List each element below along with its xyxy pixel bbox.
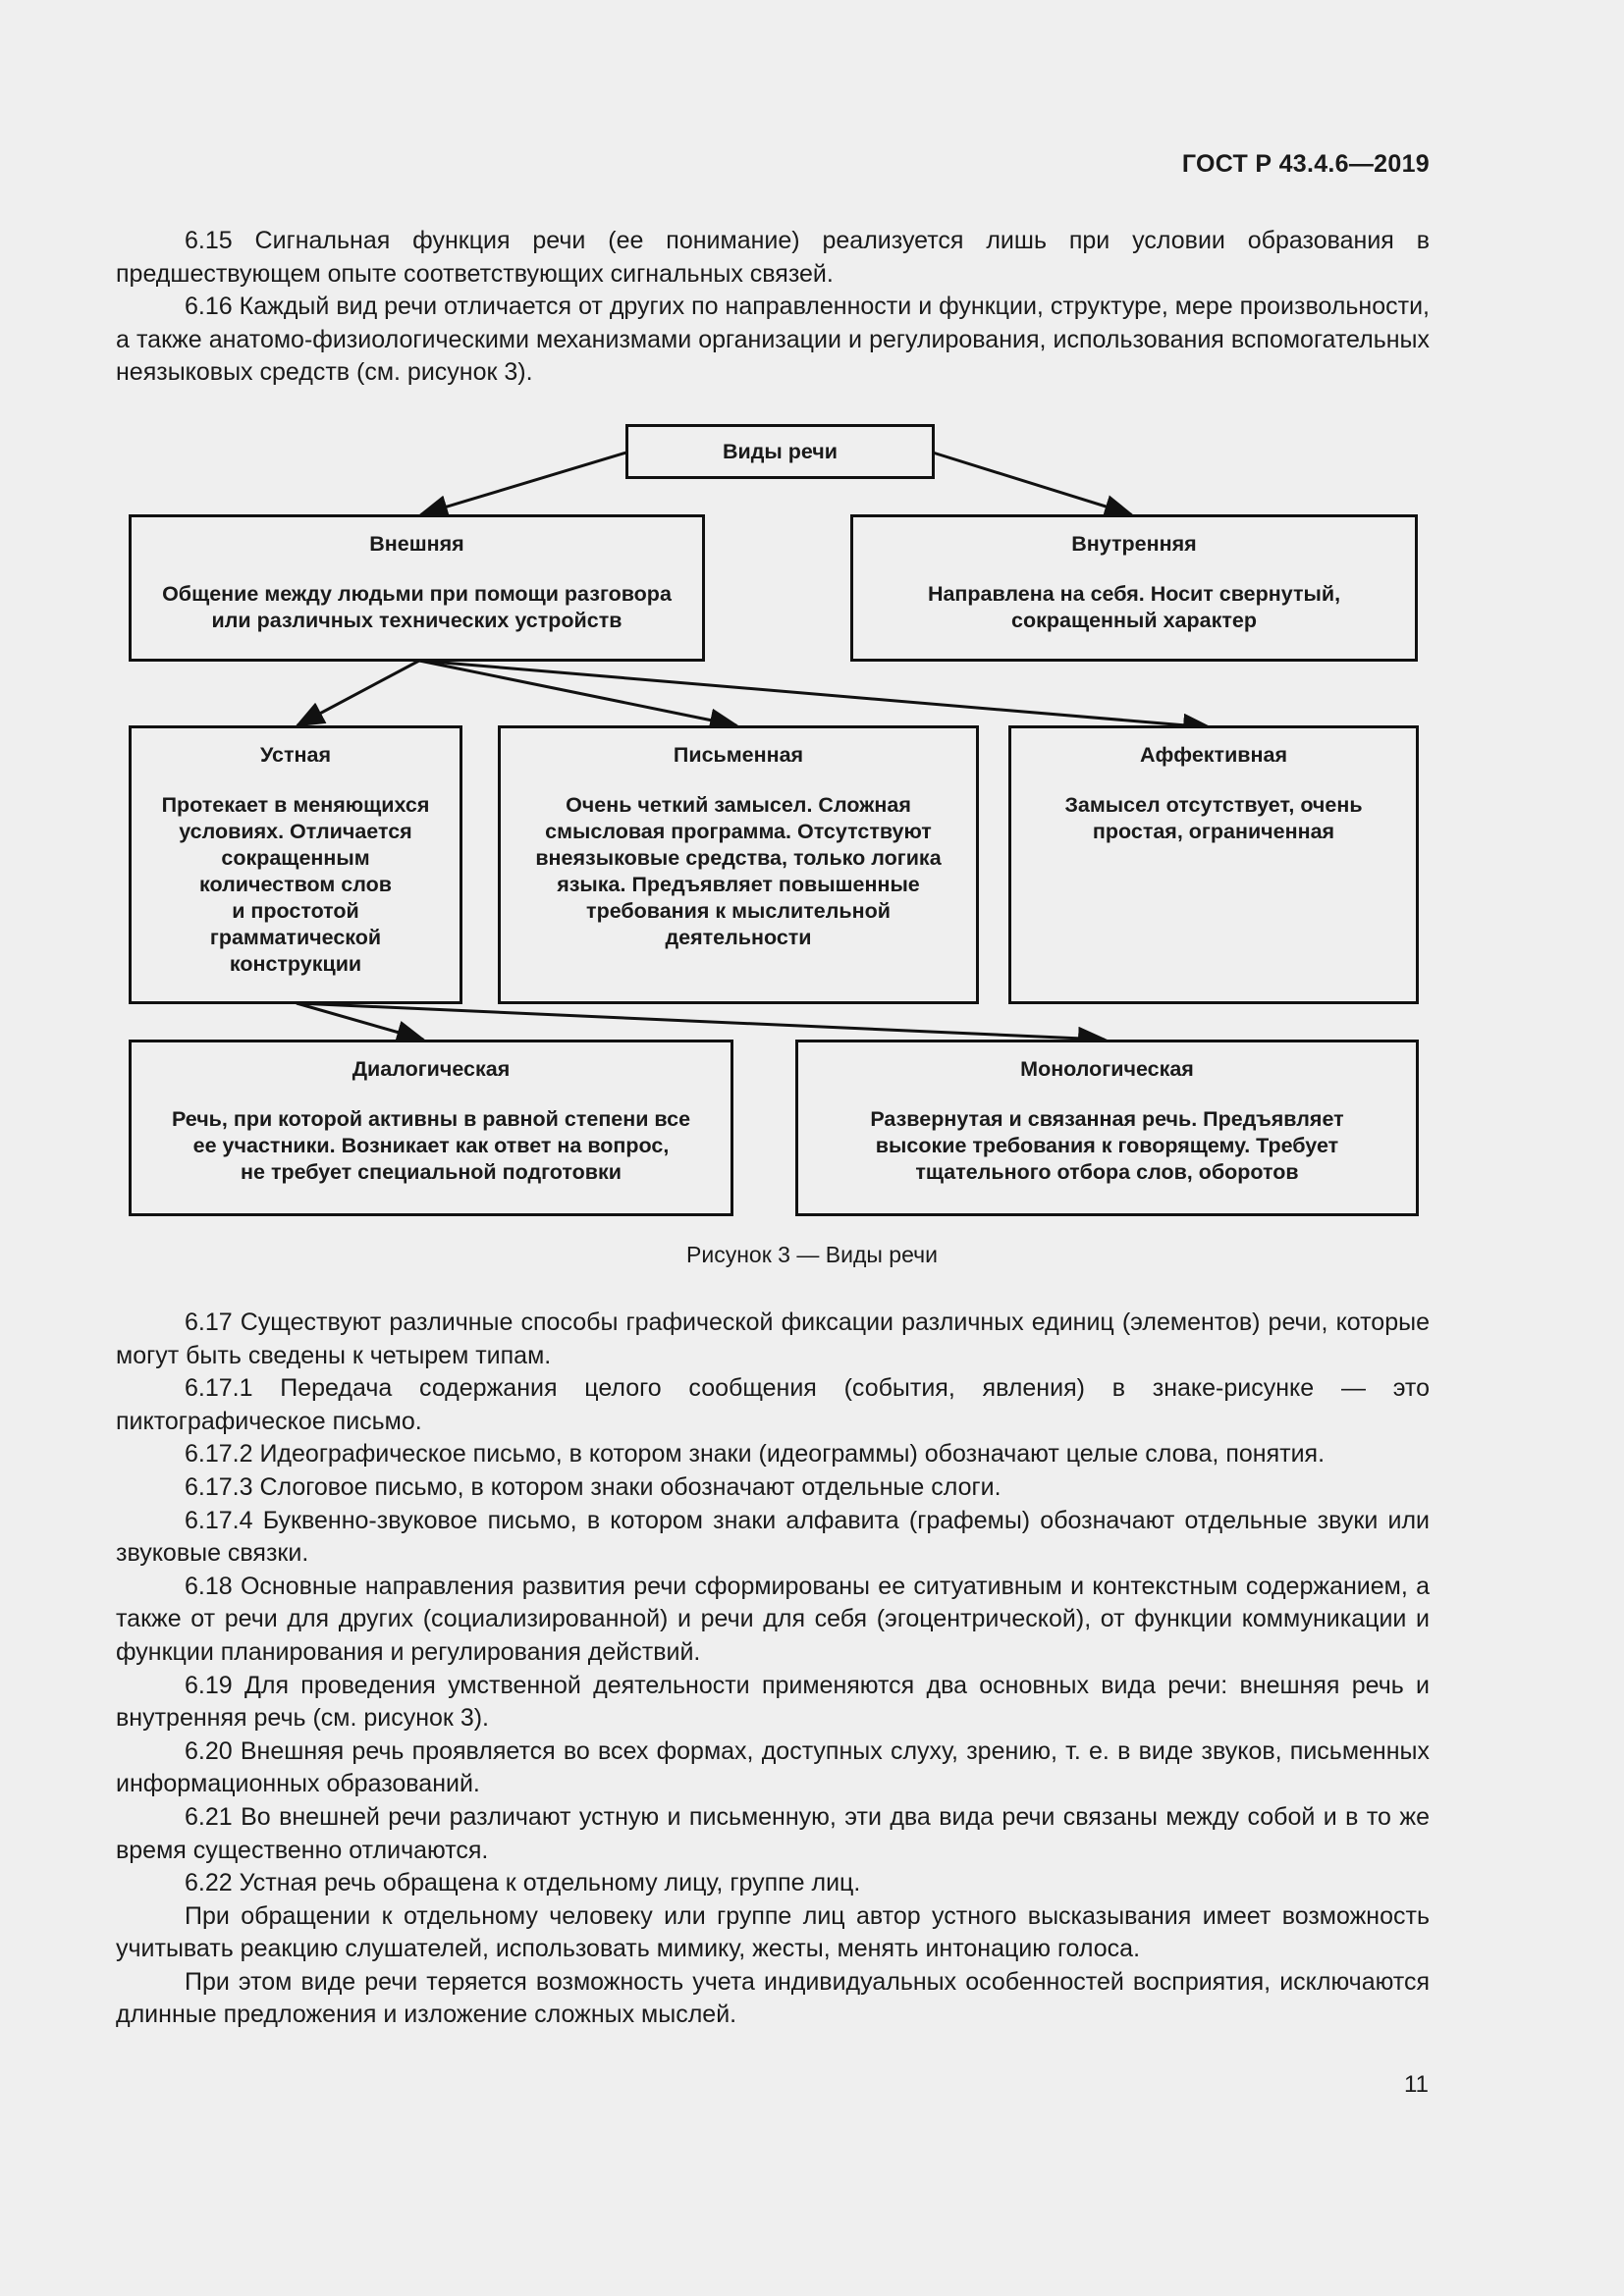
node-affective-desc: Замысел отсутствует, очень простая, ограниченная	[1064, 793, 1363, 843]
paragraph-6-21: 6.21 Во внешней речи различают устную и письменную, эти два вида речи связаны между собой и в то же время существенно отличаются.	[116, 1802, 1430, 1864]
arrow-oral-to-monologic	[297, 1003, 1105, 1040]
arrow-external-to-oral	[298, 661, 419, 725]
figure-caption: Рисунок 3 — Виды речи	[686, 1242, 938, 1267]
paragraph-6-22: 6.22 Устная речь обращена к отдельному лицу, группе лиц.	[185, 1869, 861, 1897]
arrow-external-to-affective	[419, 661, 1210, 727]
page-number: 11	[1404, 2071, 1429, 2098]
paragraph-6-15: 6.15 Сигнальная функция речи (ее понимание) реализуется лишь при условии образования в предшествующем опыте соответствующих сигнальных связей.	[116, 227, 1430, 288]
paragraph-6-17-3: 6.17.3 Слоговое письмо, в котором знаки обозначают отдельные слоги.	[185, 1472, 1001, 1501]
node-oral-title: Устная	[260, 743, 331, 767]
node-speech-types	[625, 424, 935, 479]
node-affective	[1008, 725, 1419, 1004]
arrow-root-to-internal	[933, 453, 1131, 514]
paragraph-6-17-4: 6.17.4 Буквенно-звуковое письмо, в котором знаки алфавита (графемы) обозначают отдельные звуки или звуковые связки.	[116, 1506, 1430, 1568]
node-written-desc: Очень четкий замысел. Сложная смысловая программа. Отсутствуют внеязыковые средства, только логика языка. Предъявляет повышенные требования к мыслительной деятельности	[535, 793, 942, 949]
paragraph-oral-address: При обращении к отдельному человеку или группе лиц автор устного высказывания имеет возможность учитывать реакцию слушателей, использовать мимику, жесты, менять интонацию голоса.	[116, 1901, 1430, 1963]
node-dialogic-desc: Речь, при которой активны в равной степени все ее участники. Возникает как ответ на вопрос, не требует специальной подготовки	[171, 1107, 691, 1184]
paragraph-6-18: 6.18 Основные направления развития речи сформированы ее ситуативным и контекстным содержанием, а также от речи для других (социализированной) и речи для себя (эгоцентрической), от функции коммуникации и функции планирования и регулирования действий.	[116, 1572, 1430, 1666]
paragraph-6-17: 6.17 Существуют различные способы графической фиксации различных единиц (элементов) речи, которые могут быть сведены к четырем типам.	[116, 1308, 1430, 1369]
paragraph-oral-limits: При этом виде речи теряется возможность учета индивидуальных особенностей восприятия, исключаются длинные предложения и изложение сложных мыслей.	[116, 1967, 1430, 2029]
node-dialogic	[129, 1040, 733, 1216]
node-monologic	[795, 1040, 1419, 1216]
node-external-desc: Общение между людьми при помощи разговора или различных технических устройств	[162, 582, 672, 632]
node-monologic-title: Монологическая	[1020, 1057, 1194, 1081]
paragraph-6-16: 6.16 Каждый вид речи отличается от других по направленности и функции, структуре, мере произвольности, а также анатомо-физиологическими механизмами организации и регулирования, использования вспомогательных неязыковых средств (см. рисунок 3).	[116, 293, 1430, 387]
node-affective-title: Аффективная	[1139, 743, 1288, 767]
arrow-external-to-written	[419, 661, 736, 725]
paragraph-6-17-1: 6.17.1 Передача содержания целого сообщения (события, явления) в знаке-рисунке — это пиктографическое письмо.	[116, 1374, 1430, 1435]
node-internal-title: Внутренняя	[1071, 532, 1197, 556]
node-internal	[850, 514, 1418, 662]
node-monologic-desc: Развернутая и связанная речь. Предъявляет высокие требования к говорящему. Требует тщательного отбора слов, оборотов	[870, 1107, 1344, 1184]
document-header: ГОСТ Р 43.4.6—2019	[1181, 150, 1430, 178]
paragraph-6-19: 6.19 Для проведения умственной деятельности применяются два основных вида речи: внешняя речь и внутренняя речь (см. рисунок 3).	[116, 1671, 1430, 1733]
node-written	[498, 725, 979, 1004]
paragraph-6-20: 6.20 Внешняя речь проявляется во всех формах, доступных слуху, зрению, т. е. в виде звуков, письменных информационных образований.	[116, 1736, 1430, 1798]
node-external	[129, 514, 705, 662]
node-oral-desc: Протекает в меняющихся условиях. Отличается сокращенным количеством слов и простотой грамматической конструкции	[161, 793, 430, 976]
paragraph-6-17-2: 6.17.2 Идеографическое письмо, в котором знаки (идеограммы) обозначают целые слова, понятия.	[185, 1440, 1326, 1468]
node-dialogic-title: Диалогическая	[352, 1057, 511, 1081]
arrow-root-to-external	[421, 453, 626, 514]
arrow-oral-to-dialogic	[297, 1003, 423, 1040]
node-internal-desc: Направлена на себя. Носит свернутый, сокращенный характер	[927, 582, 1341, 632]
node-written-title: Письменная	[673, 743, 804, 767]
bottom-paragraphs	[116, 1307, 1430, 2032]
node-oral	[129, 725, 462, 1004]
node-speech-types-title: Виды речи	[723, 439, 838, 463]
top-paragraphs	[116, 225, 1430, 390]
node-external-title: Внешняя	[369, 532, 464, 556]
